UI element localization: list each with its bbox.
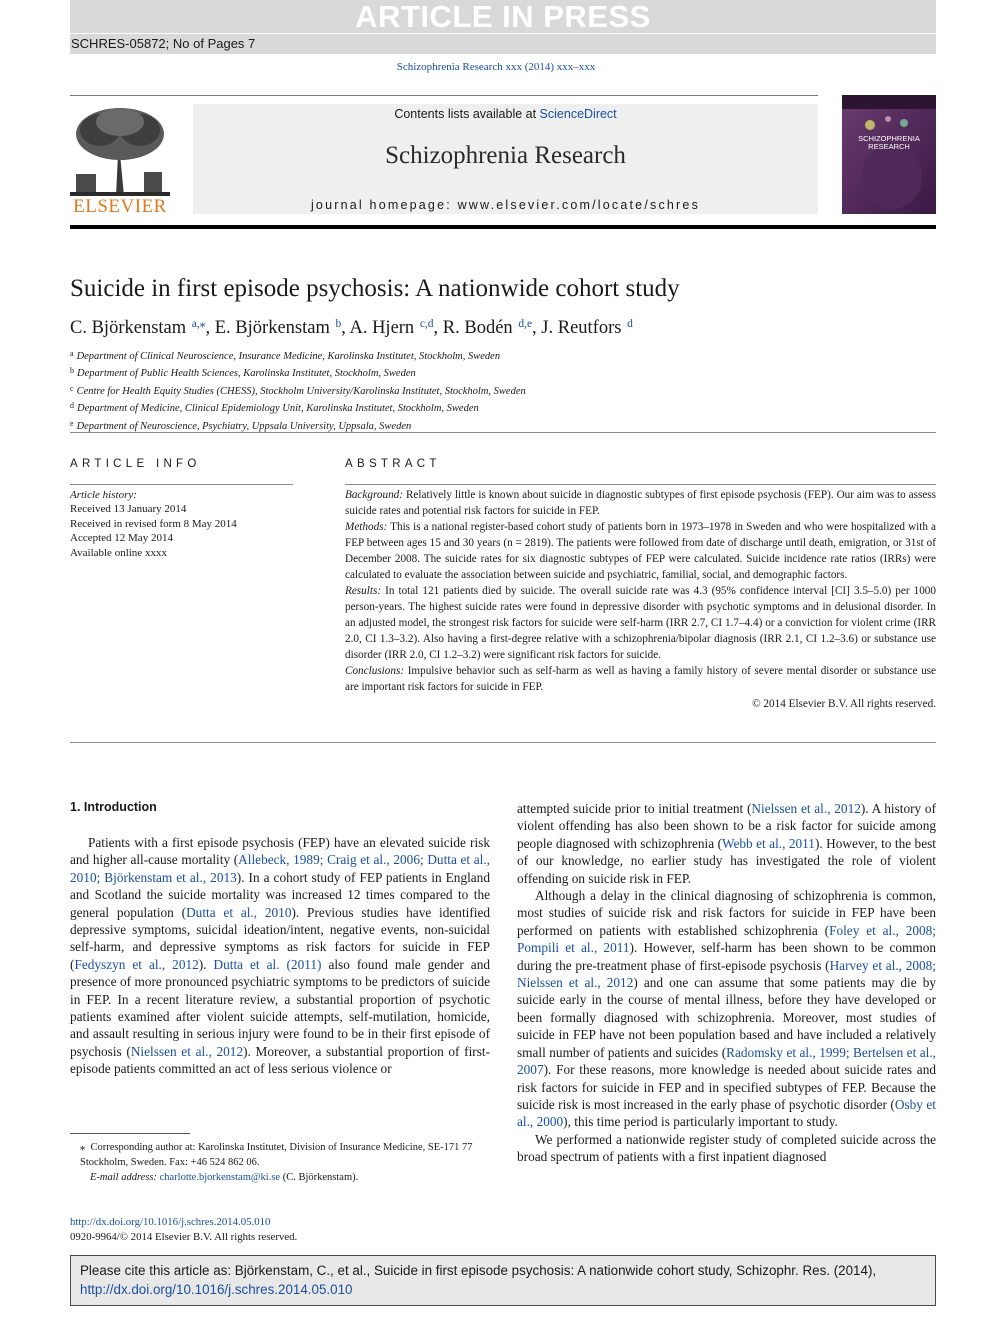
introduction-heading: 1. Introduction xyxy=(70,800,157,814)
methods-label: Methods: xyxy=(345,521,388,533)
affiliation-item xyxy=(70,347,526,364)
reference-link[interactable]: Dutta et al., 2010 xyxy=(186,904,292,920)
affiliation-text: Department of Medicine, Clinical Epidemiology Unit, Karolinska Institutet, Stockholm, Sweden xyxy=(77,403,479,415)
affiliation-key: e xyxy=(70,418,74,428)
abstract-bottom-rule xyxy=(70,742,936,743)
reference-link[interactable]: Harvey et al., 2008; Nielssen et al., 2012 xyxy=(517,957,936,991)
affiliation-key: d xyxy=(70,401,74,411)
article-history xyxy=(70,488,237,560)
article-info-rule xyxy=(70,484,293,485)
history-online: Available online xxxx xyxy=(70,546,167,559)
author-affiliation-marker[interactable]: b xyxy=(335,318,342,330)
abstract-copyright: © 2014 Elsevier B.V. All rights reserved. xyxy=(752,698,936,710)
abstract-heading: ABSTRACT xyxy=(345,458,441,470)
author-name: R. Bodén xyxy=(442,318,518,338)
author-name: A. Hjern xyxy=(349,318,419,338)
intro-paragraph-3 xyxy=(517,1131,936,1166)
history-received: Received 13 January 2014 xyxy=(70,503,187,516)
paragraph-text: ), this time period is particularly important to study. xyxy=(563,1114,838,1130)
journal-title: Schizophrenia Research xyxy=(385,142,626,169)
author-list xyxy=(70,316,633,339)
reference-link[interactable]: Webb et al., 2011 xyxy=(722,835,815,851)
corresponding-text: Corresponding author at: Karolinska Institutet, Division of Insurance Medicine, SE-171 77 Stockholm, Sweden. Fax: +46 524 862 06. xyxy=(80,1142,473,1168)
email-suffix: (C. Björkenstam). xyxy=(280,1172,359,1183)
paragraph-text: Patients with a first episode psychosis (FEP) have an elevated suicide risk and higher all-cause mortality ( xyxy=(70,835,490,868)
affiliation-key: c xyxy=(70,383,74,393)
paragraph-text: ). A history of violent offending has also been shown to be a risk factor for suicide among people diagnosed with schizophrenia ( xyxy=(517,801,937,851)
masthead-rule xyxy=(70,225,936,229)
affiliation-text: Department of Neuroscience, Psychiatry, Uppsala University, Uppsala, Sweden xyxy=(76,420,412,432)
paragraph-text: ). However, self-harm has been shown to be common during the pre-treatment phase of first-episode psychosis ( xyxy=(517,940,937,973)
paragraph-text: ). Moreover, a substantial proportion of first-episode patients committed an act of less serious violence or xyxy=(70,1043,490,1077)
email-note xyxy=(70,1170,490,1185)
citation-text: Please cite this article as: Björkenstam, C., et al., Suicide in first episode psychosis: A nationwide cohort study, Schizophr. Res. (2014), xyxy=(80,1263,877,1278)
history-accepted: Accepted 12 May 2014 xyxy=(70,532,173,545)
author-affiliation-marker[interactable]: a,⁎ xyxy=(191,318,206,330)
citation-box xyxy=(70,1255,936,1306)
left-column xyxy=(70,834,490,1078)
author-affiliation-marker[interactable]: c,d xyxy=(419,318,434,330)
journal-masthead xyxy=(193,104,818,214)
affiliation-item xyxy=(70,399,526,416)
journal-homepage[interactable]: journal homepage: www.elsevier.com/locate/schres xyxy=(310,198,701,212)
abstract-background xyxy=(345,487,936,519)
reference-link[interactable]: Nielssen et al., 2012 xyxy=(130,1043,244,1059)
masthead-top-rule xyxy=(70,95,818,96)
author-name: E. Björkenstam xyxy=(214,318,335,338)
article-title: Suicide in first episode psychosis: A nationwide cohort study xyxy=(70,275,680,302)
conclusions-label: Conclusions: xyxy=(345,665,405,677)
abstract-methods xyxy=(345,519,936,583)
affiliation-text: Department of Public Health Sciences, Karolinska Institutet, Stockholm, Sweden xyxy=(77,368,416,380)
article-in-press-banner: ARTICLE IN PRESS xyxy=(70,0,936,33)
background-label: Background: xyxy=(345,489,403,501)
abstract-body xyxy=(345,487,936,712)
reference-link[interactable]: Fedyszyn et al., 2012 xyxy=(74,956,199,972)
affiliation-item xyxy=(70,364,526,381)
background-text: Relatively little is known about suicide in diagnostic subtypes of first episode psychosis (FEP). Our aim was to assess suicide rates and potential risk factors for suicide in FEP. xyxy=(345,489,936,517)
paragraph-text: also found male gender and presence of more pronounced psychiatric symptoms to be predictors of suicide in FEP. In a recent literature review, a substantial proportion of psychotic patients examined after violent suicide attempts, self-mutilation, homicide, and assault resulting in serious injury were found to be in their first episode of psychosis ( xyxy=(70,956,491,1059)
paragraph-text: ) and one can assume that some patients may die by suicide early in the course of mental illness, before they have developed or been formally diagnosed with schizophrenia. Moreover, most studies of suicide in FEP have not been population based and have included a relatively small number of patients and suicides ( xyxy=(517,975,936,1060)
article-history-heading: Article history: xyxy=(70,489,137,501)
paragraph-text: ). Previous studies have identified depressive symptoms, suicidal ideation/intent, negative events, non-suicidal self-harm, and depressive symptoms as risk factors for suicide in FEP ( xyxy=(70,904,491,972)
author-affiliation-marker[interactable]: d xyxy=(627,318,633,330)
author-name: J. Reutfors xyxy=(541,318,627,338)
journal-citation-link[interactable]: Schizophrenia Research xxx (2014) xxx–xxx xyxy=(396,61,596,73)
affiliation-item xyxy=(70,382,526,399)
abstract-conclusions xyxy=(345,663,936,695)
reference-link[interactable]: Foley et al., 2008; Pompili et al., 2011 xyxy=(517,922,936,956)
paragraph-text: attempted suicide prior to initial treatment ( xyxy=(517,801,752,816)
paragraph-text: ). However, to the best of our knowledge, no earlier study has investigated the role of violent offending on suicide risk in FEP. xyxy=(517,835,936,886)
paragraph-text: ). In a cohort study of FEP patients in England and Scotland the suicide mortality was increased 12 times compared to the general population ( xyxy=(70,869,490,920)
history-revised: Received in revised form 8 May 2014 xyxy=(70,517,237,530)
doi-block xyxy=(70,1215,297,1244)
citation-doi-link[interactable]: http://dx.doi.org/10.1016/j.schres.2014.05.010 xyxy=(80,1281,353,1297)
journal-cover-thumbnail[interactable] xyxy=(842,95,936,214)
intro-paragraph-1-continued xyxy=(517,800,936,887)
abstract-rule xyxy=(345,484,936,485)
affiliation-list xyxy=(70,347,526,434)
results-text: In total 121 patients died by suicide. The overall suicide rate was 4.3 (95% confidence interval [CI] 3.5–5.0) per 1000 person-years. The highest suicide rates were found in depressive disorder with psychotic symptoms and in delusional disorder. In an adjusted model, the strongest risk factors for suicide were self-harm (IRR 2.7, CI 1.7–4.4) or a conviction for violent crime (IRR 2.0, CI 1.3–3.2). Also having a first-degree relative with a schizophrenia/bipolar diagnosis (IRR 2.1, CI 1.2–3.6) or substance use disorder (IRR 2.0, CI 1.2–3.2) were significant risk factors for suicide. xyxy=(345,585,936,661)
email-label: E-mail address: xyxy=(90,1172,157,1183)
methods-text: This is a national register-based cohort study of patients born in 1973–1978 in Sweden and who were hospitalized with a FEP between ages 15 and 30 years (n = 2819). The patients were followed from date of discharge until death, emigration, or 31st of December 2008. The suicide rates for six diagnostic subtypes of FEP were calculated. Suicide incidence rate ratios (IRRs) were calculated to evaluate the association between suicide and psychiatric, familial, social, and demographic factors. xyxy=(345,521,936,581)
abstract-results xyxy=(345,583,936,663)
author-separator: , xyxy=(532,318,542,338)
author-separator: , xyxy=(341,318,350,338)
reference-link[interactable]: Dutta et al. (2011) xyxy=(213,956,322,972)
issn-line: 0920-9964/© 2014 Elsevier B.V. All rights reserved. xyxy=(70,1230,298,1243)
conclusions-text: Impulsive behavior such as self-harm as well as having a family history of severe mental disorder or substance use are important risk factors for suicide in FEP. xyxy=(345,665,937,693)
intro-paragraph-2 xyxy=(517,887,936,1131)
author-affiliation-marker[interactable]: d,e xyxy=(518,318,533,330)
author-name: C. Björkenstam xyxy=(70,318,191,338)
author-separator: , xyxy=(433,318,443,338)
title-divider xyxy=(70,432,936,433)
affiliation-text: Centre for Health Equity Studies (CHESS), Stockholm University/Karolinska Institutet, Stockholm, Sweden xyxy=(76,385,526,397)
article-info-heading: ARTICLE INFO xyxy=(70,458,201,470)
results-label: Results: xyxy=(345,585,382,597)
contents-line xyxy=(193,107,818,121)
intro-paragraph-1 xyxy=(70,834,490,1078)
manuscript-id: SCHRES-05872; No of Pages 7 xyxy=(70,34,936,54)
paragraph-text: ). xyxy=(198,956,214,972)
paragraph-text: ). For these reasons, more knowledge is needed about suicide rates and risk factors for suicide in FEP and in specified subtypes of FEP. Because the suicide risk is most increased in the early phase of psychotic disorder ( xyxy=(517,1062,936,1112)
cover-title-line1: SCHIZOPHRENIA xyxy=(858,134,920,143)
corresponding-marker: ⁎ xyxy=(80,1142,86,1153)
contents-prefix: Contents lists available at xyxy=(394,107,540,121)
elsevier-wordmark: ELSEVIER xyxy=(73,196,167,217)
footnotes xyxy=(70,1140,490,1185)
sciencedirect-link[interactable]: ScienceDirect xyxy=(539,107,617,121)
affiliation-text: Department of Clinical Neuroscience, Insurance Medicine, Karolinska Institutet, Stockholm, Sweden xyxy=(76,351,501,362)
email-link[interactable]: charlotte.bjorkenstam@ki.se xyxy=(159,1172,281,1183)
author-separator: , xyxy=(205,318,215,338)
affiliation-key: b xyxy=(70,366,74,376)
paragraph-text: We performed a nationwide register study of completed suicide across the broad spectrum of patients with a first inpatient diagnosed xyxy=(517,1131,936,1165)
reference-link[interactable]: Osby et al., 2000 xyxy=(517,1096,936,1130)
reference-link[interactable]: Radomsky et al., 1999; Bertelsen et al., 2007 xyxy=(517,1044,936,1078)
doi-link[interactable]: http://dx.doi.org/10.1016/j.schres.2014.05.010 xyxy=(70,1216,271,1228)
affiliation-key: a xyxy=(70,349,74,358)
reference-link[interactable]: Allebeck, 1989; Craig et al., 2006; Dutta et al., 2010; Björkenstam et al., 2013 xyxy=(70,852,490,885)
cover-title-line2: RESEARCH xyxy=(868,142,910,151)
reference-link[interactable]: Nielssen et al., 2012 xyxy=(751,801,861,816)
paragraph-text: Although a delay in the clinical diagnosing of schizophrenia is common, most studies of suicide risk and risk factors for suicide in FEP have been performed on patients with established schizophrenia ( xyxy=(517,888,936,938)
footnote-rule xyxy=(70,1133,190,1134)
right-column xyxy=(517,800,936,1166)
corresponding-author-note xyxy=(70,1140,490,1170)
